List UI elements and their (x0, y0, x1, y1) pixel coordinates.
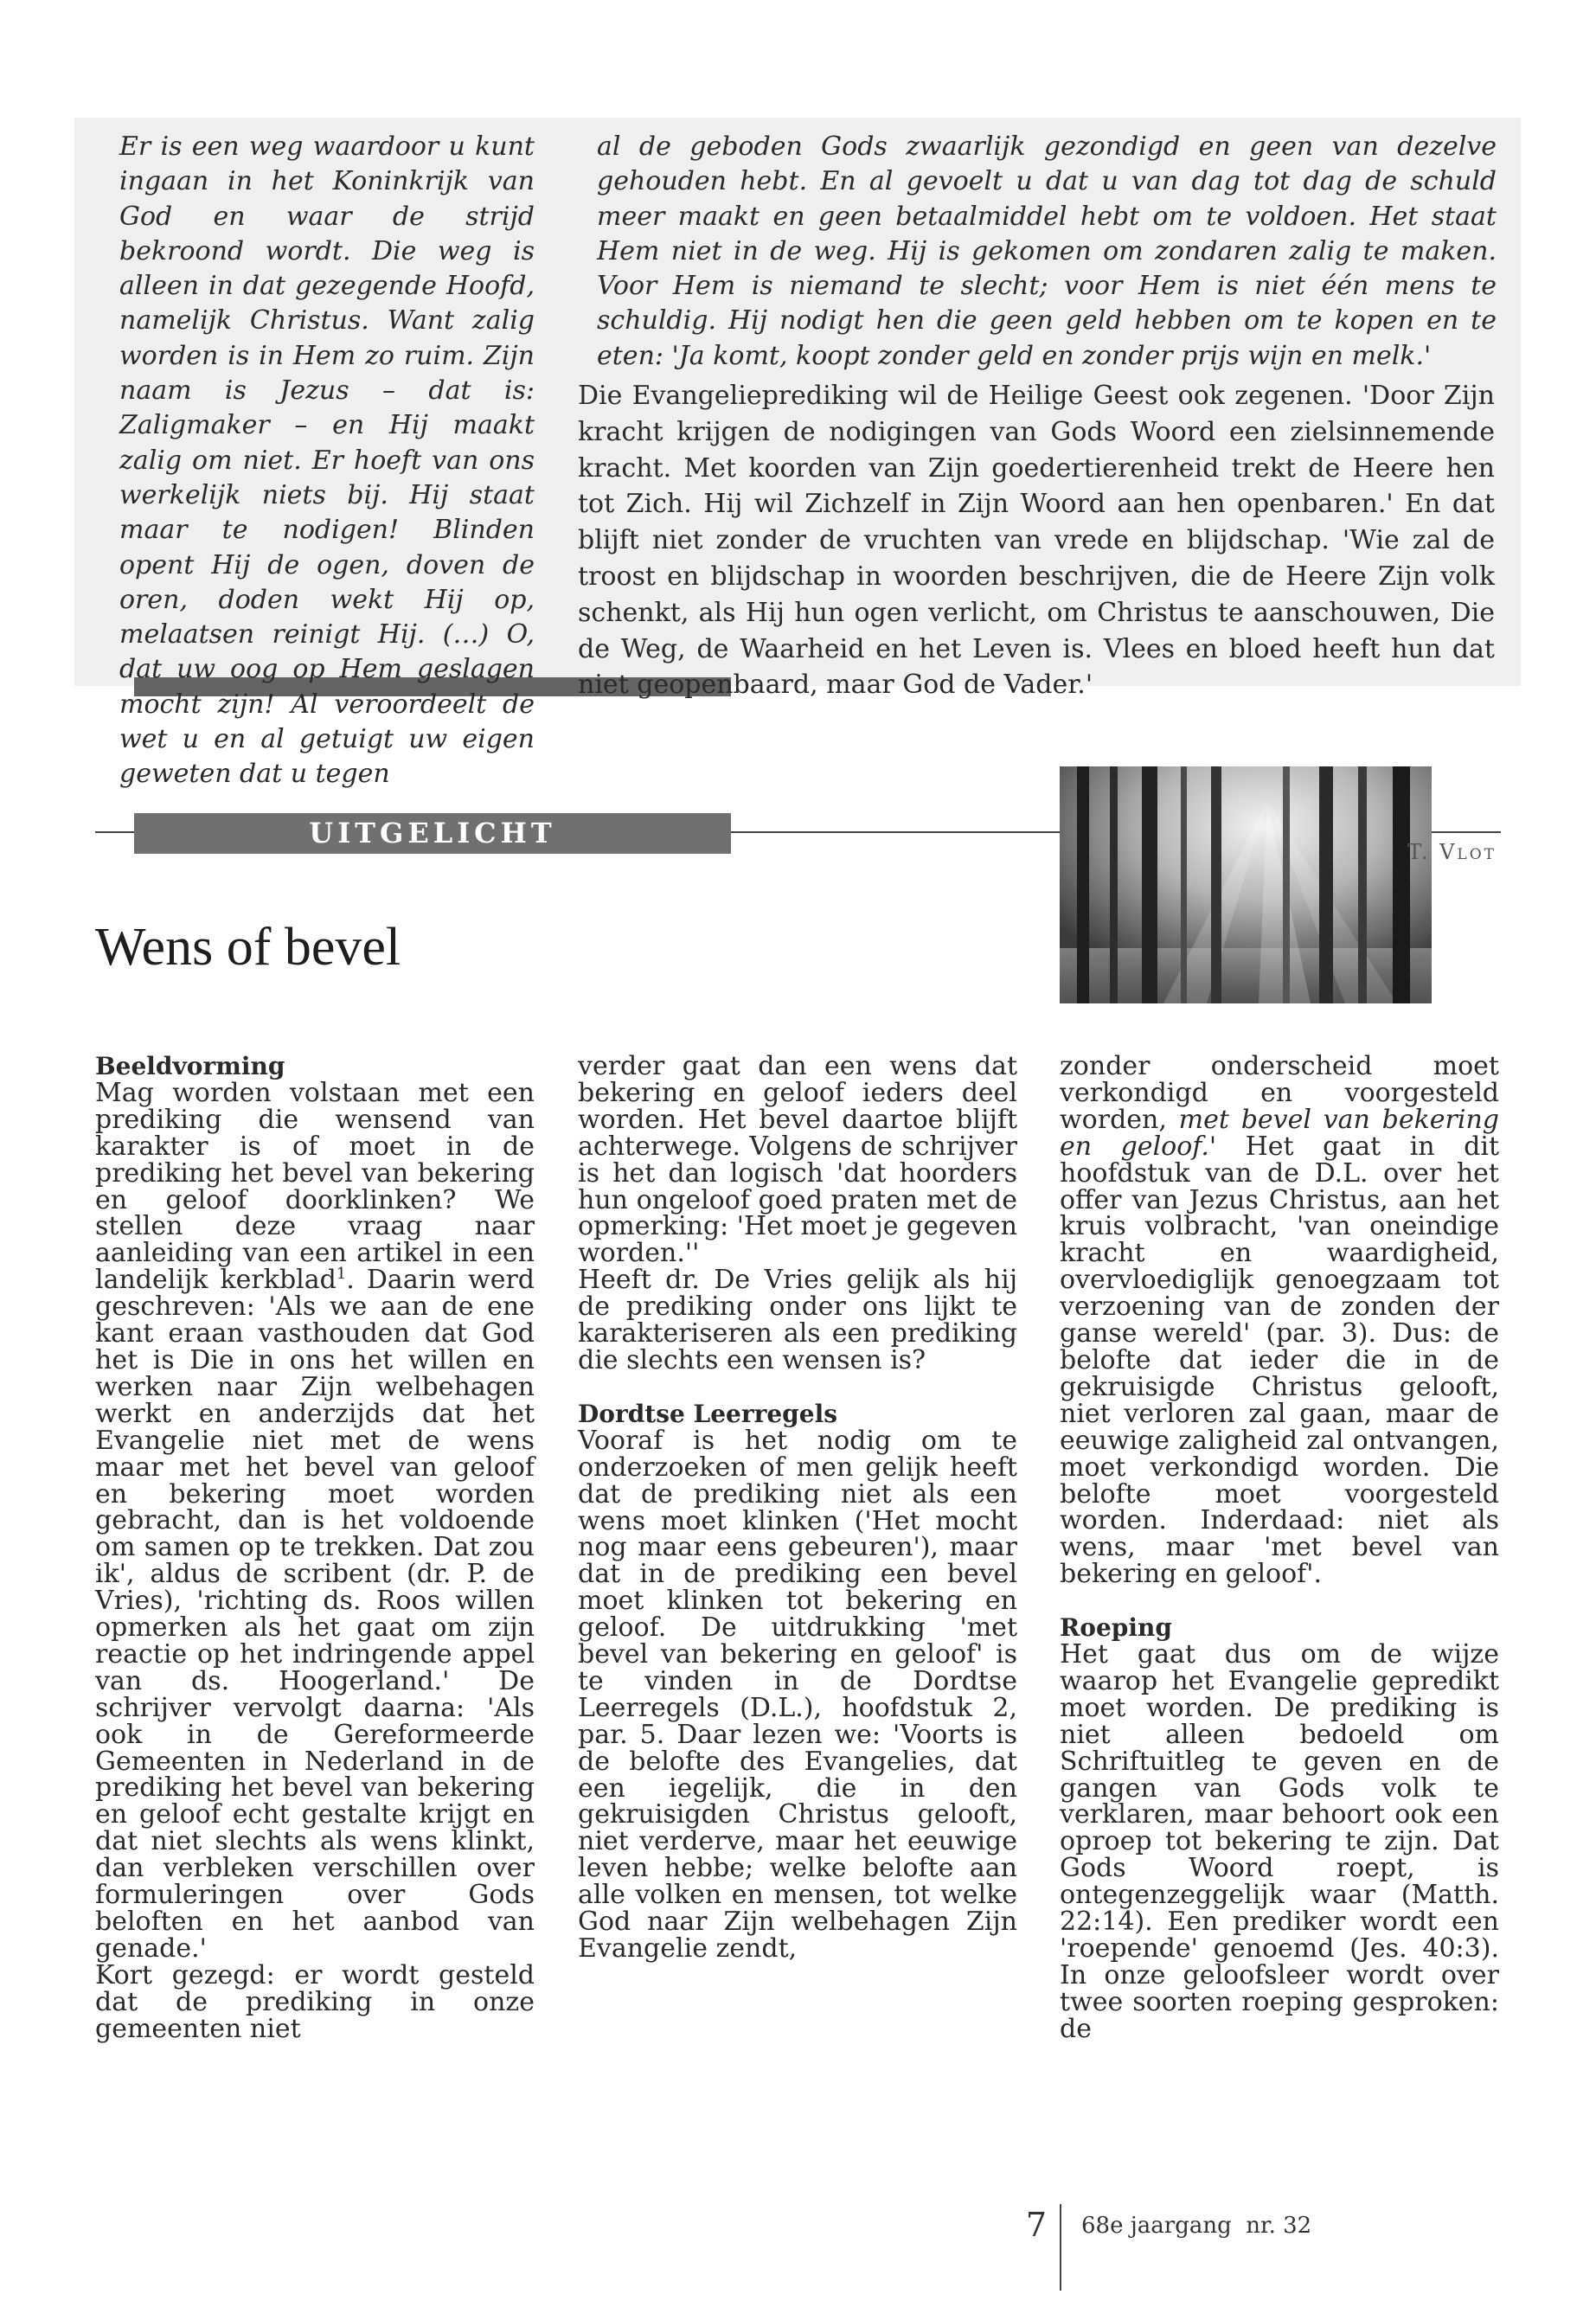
header-rule-right (1432, 831, 1501, 833)
header-rule-left (95, 831, 134, 833)
paragraph: Vooraf is het nodig om te onderzoeken of men gelijk heeft dat de prediking niet als een wens moet klinken ('Het mocht nog maar eens gebeuren'), maar dat in de prediking een bevel moet klinken tot bekering en geloof. De uitdrukking 'met bevel van bekering en geloof' is te vinden in de Dordtse Leerregels (D.L.), hoofdstuk 2, par. 5. Daar lezen we: 'Voorts is de belofte des Evangelies, dat een iegelijk, die in den gekruisigden Christus gelooft, niet verderve, maar het eeuwige leven hebbe; welke belofte aan alle volken en mensen, tot welke God naar Zijn welbehagen Zijn Evangelie zendt, (578, 1425, 1017, 1964)
paragraph-text: . Daarin werd geschreven: 'Als we aan de ene kant eraan vasthouden dat God het is Die in ons het willen en werken naar Zijn welbehagen werkt en anderzijds dat het Evangelie niet met de wens maar met het bevel van geloof en bekering moet worden gebracht, dan is het voldoende om samen op te trekken. Dat zou ik', aldus de scribent (dr. P. de Vries), 'richting ds. Roos willen opmerken als het gaat om zijn reactie op het indringende appel van ds. Hoogerland.' De schrijver vervolgt daarna: 'Als ook in de Gereformeerde Gemeenten in Nederland in de prediking het bevel van bekering en geloof echt gestalte krijgt en dat niet slechts als wens klinkt, dan verbleken verschillen over formuleringen over Gods beloften en het aanbod van genade.' (95, 1265, 535, 1964)
paragraph-gap (578, 1375, 1017, 1401)
forest-photo (1060, 766, 1432, 1003)
paragraph: verder gaat dan een wens dat bekering en geloof ieders deel worden. Het bevel daartoe blijft achterwege. Volgens de schrijver is het dan logisch 'dat hoorders hun ongeloof goed praten met de opmerking: 'Het moet je gegeven worden.'' (578, 1051, 1017, 1269)
article-title: Wens of bevel (95, 918, 401, 977)
article-column-1 (95, 1054, 535, 2043)
paragraph: Het gaat dus om de wijze waarop het Evangelie gepredikt moet worden. De prediking is niet alleen bedoeld om Schriftuitleg te geven en de gangen van Gods volk te verklaren, maar behoort ook een oproep tot bekering te zijn. Dat Gods Woord roept, is ontegenzeggelijk waar (Matth. 22:14). Een prediker wordt een 'roepende' genoemd (Jes. 40:3). In onze geloofsleer wordt over twee soorten roeping gesproken: de (1060, 1639, 1499, 2044)
paragraph (1060, 1051, 1499, 1590)
paragraph-italic: met bevel van bekering en geloof. (1060, 1104, 1499, 1162)
paragraph-text: Mag worden volstaan met een prediking die wensend van karakter is of moet in de prediking het bevel van bekering en geloof doorklinken? We stellen deze vraag naar aanleiding van een artikel in een landelijk kerkblad (95, 1077, 535, 1296)
subheading-roeping: Roeping (1060, 1613, 1172, 1643)
paragraph: Heeft dr. De Vries gelijk als hij de prediking onder ons lijkt te karakteriseren als een prediking die slechts een wensen is? (578, 1265, 1017, 1375)
paragraph-text: ' Het gaat in dit hoofdstuk van de D.L. over het offer van Jezus Christus, aan het kruis volbracht, 'van oneindige kracht en waardigheid, overvloediglijk genoegzaam tot verzoening van de zonden der ganse wereld' (par. 3). Dus: de belofte dat ieder die in de gekruisigde Christus gelooft, niet verloren zal gaan, maar de eeuwige zaligheid zal ontvangen, moet verkondigd worden. Die belofte moet voorgesteld worden. Inderdaad: niet als wens, maar 'met bevel van bekering en geloof'. (1060, 1131, 1499, 1590)
header-rule-mid (731, 831, 1060, 833)
paragraph (95, 1077, 535, 1964)
article-column-3 (1060, 1051, 1499, 2044)
subheading-dordtse-leerregels: Dordtse Leerregels (578, 1399, 837, 1428)
footnote-marker: 1 (336, 1265, 347, 1284)
footer-divider (1060, 2204, 1061, 2291)
paragraph: Kort gezegd: er wordt gesteld dat de prediking in onze gemeenten niet (95, 1959, 535, 2044)
paragraph-gap (1060, 1588, 1499, 1615)
intro-right-regular: Die Evangelieprediking wil de Heilige Geest ook zegenen. 'Door Zijn kracht krijgen de nodigingen van Gods Woord een zielsinnemende kracht. Met koorden van Zijn goedertierenheid trekt de Heere hen tot Zich. Hij wil Zichzelf in Zijn Woord aan hen openbaren.' En dat blijft niet zonder de vruchten van vrede en blijdschap. 'Wie zal de troost en blijdschap in woorden beschrijven, die de Heere Zijn volk schenkt, als Hij hun ogen verlicht, om Christus te aanschouwen, Die de Weg, de Waarheid en het Leven is. Vlees en bloed heeft hun dat niet geopenbaard, maar God de Vader.' (578, 381, 1495, 701)
intro-left-italic: Er is een weg waardoor u kunt ingaan in het Koninkrijk van God en waar de strijd bekroond wordt. Die weg is alleen in dat gezegende Hoofd, namelijk Christus. Want zalig worden is in Hem zo ruim. Zijn naam is Jezus – dat is: Zaligmaker – en Hij maakt zalig om niet. Er hoeft van ons werkelijk niets bij. Hij staat maar te nodigen! Blinden opent Hij de ogen, doven de oren, doden wekt Hij op, melaatsen reinigt Hij. (…) O, dat uw oog op Hem geslagen mocht zijn! Al veroordeelt de wet u en al getuigt uw eigen geweten dat u tegen (119, 131, 535, 790)
section-label: UITGELICHT (134, 813, 731, 854)
intro-right-italic: al de geboden Gods zwaarlijk gezondigd en geen van dezelve gehouden hebt. En al gevoelt u dat u van dag tot dag de schuld meer maakt en geen betaalmiddel hebt om te voldoen. Het staat Hem niet in de weg. Hij is gekomen om zondaren zalig te maken. Voor Hem is niemand te slecht; voor Hem is niet één mens te schuldig. Hij nodigt hen die geen geld hebben om te kopen en te eten: 'Ja komt, koopt zonder geld en zonder prijs wijn en melk.' (597, 131, 1497, 371)
article-column-2 (578, 1051, 1017, 1964)
issue-info: 68e jaargang nr. 32 (1081, 2213, 1312, 2239)
paragraph-text: zonder onderscheid moet verkondigd en voorgesteld worden, (1060, 1051, 1499, 1135)
subheading-beeldvorming: Beeldvorming (95, 1052, 285, 1080)
author-name: T. Vlot (1407, 840, 1497, 864)
page-number: 7 (1025, 2206, 1047, 2244)
